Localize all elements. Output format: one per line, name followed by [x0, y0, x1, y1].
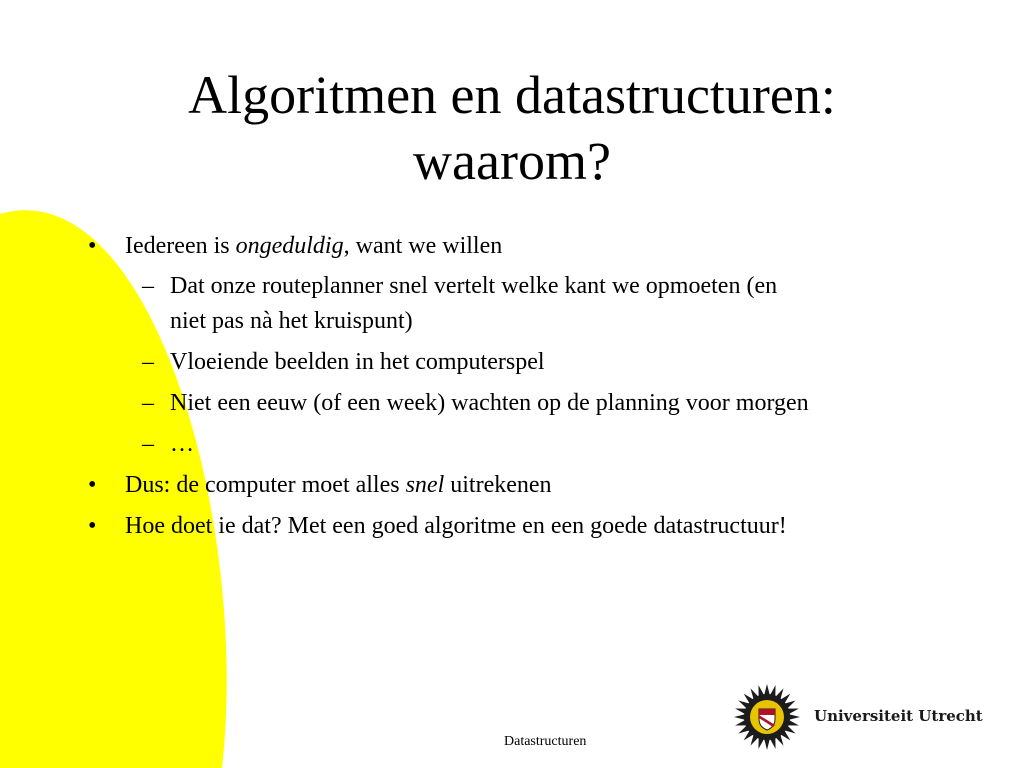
sub-bullet-marker: – — [142, 431, 154, 457]
sun-seal-icon — [734, 684, 800, 750]
slide-title-line-2: waarom? — [413, 131, 611, 191]
bullet-2-text-end: uitrekenen — [444, 472, 552, 498]
sub-bullet-marker: – — [142, 273, 154, 299]
bullet-2 — [125, 467, 552, 503]
bullet-1-emphasis: ongeduldig — [235, 233, 344, 259]
bullet-marker: • — [88, 472, 97, 498]
sub-bullet-1-line-1: Dat onze routeplanner snel vertelt welke kant we opmoeten (en — [170, 273, 778, 299]
bullet-marker: • — [88, 233, 97, 259]
logo-wordmark: Universiteit Utrecht — [814, 707, 983, 725]
bullet-3: Hoe doet ie dat? Met een goed algoritme en een goede datastructuur! — [125, 513, 787, 539]
university-logo — [734, 684, 994, 750]
sub-bullet-3: Niet een eeuw (of een week) wachten op de planning voor morgen — [170, 390, 809, 416]
slide-footer: Datastructuren — [504, 734, 587, 749]
sub-bullet-1-line-2: niet pas nà het kruispunt) — [170, 308, 413, 334]
sub-bullet-2: Vloeiende beelden in het computerspel — [170, 349, 545, 375]
sub-bullet-4: … — [170, 431, 194, 457]
sub-bullet-marker: – — [142, 349, 154, 375]
bullet-1-text-end: , want we willen — [343, 233, 503, 259]
bullet-marker: • — [88, 513, 97, 539]
bullet-1-text: Iedereen is — [125, 233, 236, 259]
bullet-1 — [125, 228, 502, 264]
slide-title-line-1: Algoritmen en datastructuren: — [188, 65, 836, 125]
bullet-2-text: Dus: de computer moet alles — [125, 472, 406, 498]
sub-bullet-marker: – — [142, 390, 154, 416]
bullet-2-emphasis: snel — [405, 472, 445, 498]
